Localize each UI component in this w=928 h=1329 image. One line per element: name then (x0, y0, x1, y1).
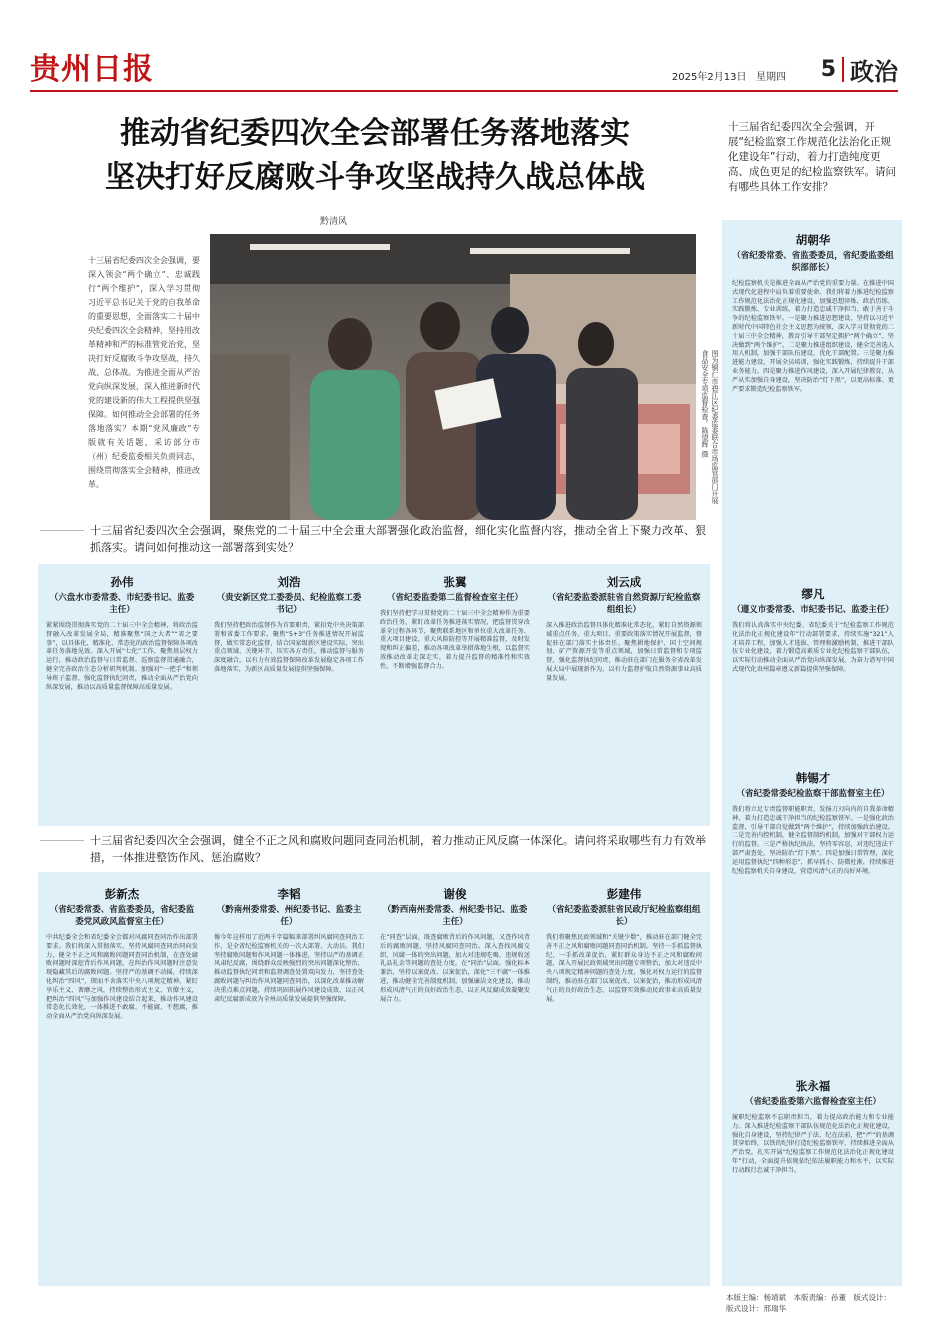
headline-line-2: 坚决打好反腐败斗争攻坚战持久战总体战 (105, 160, 645, 195)
interview-answer: 我们将认真落实中央纪委、省纪委关于“纪检监察工作规范化法治化正规化建设年”行动部署要求，持续实施“321”人才培养工程，加强人才选拔、管理和激励机制，推进干部队伍专业化建设，着力锻造高素质专业化纪检监察干部队伍，以实际行动推动全面从严治党向纵深发展，为奋力谱写中国式现代化贵州篇章遵义新篇提供坚强保障。 (732, 622, 894, 673)
interviewee-name: 谢俊 (443, 887, 467, 901)
interviewee-name: 孙伟 (110, 575, 134, 589)
interviewee-name: 张永福 (795, 1079, 831, 1093)
interviewee-name: 张翼 (443, 575, 467, 589)
intro-text: 十三届省纪委四次全会强调，要深入领会“两个确立”、忠诚践行“两个维护”，深入学习贯彻习近平总书记关于党的自我革命的重要思想，全面落实二十届中央纪委四次全会精神，坚持用改革精神和严的标准管党治党，坚决打好反腐败斗争攻坚战、持久战、总体战。为推进全面从严治党向纵深发展，深入推进新时代党的建设新的伟大工程提供坚强保障。如何推动全会部署的任务落地落实？本期“党风廉政”专版就有关话题，采访部分市（州）纪委监委相关负责同志，围绕贯彻落实全会精神，推进改革。 (88, 256, 200, 489)
credits-line-1: 本版主编：杨靖斌 本版责编：孙董 版式设计： (726, 1293, 891, 1302)
interviewee-role: （省纪委监委第二监督检查室主任） (386, 593, 523, 603)
right-column-1 (732, 232, 894, 394)
interviewee-role: （省纪委常委、省监委委员，省纪委监委党风政风监督室主任） (49, 905, 195, 927)
interviewee-role: （贵安新区党工委委员、纪检监察工委书记） (216, 593, 362, 615)
interview-answer: 我们将立足专责监督职能职责，发扬刀刃向内的自我革命精神，着力打造忠诚干净担当的纪检监察铁军。一是强化政治监督，引导干部自觉做到“两个维护”，持续加强政治建设。二是完善内控机制，健全监督制约机制，加强对干部权力运行的监督。三是严格执纪执法，坚持零容忍，对违纪违法干部严肃查处，坚决防治“灯下黑”。四是加强日常管理，深化运用监督执纪“四种形态”，抓早抓小、防微杜渐，持续推进纪检监察机关自身建设，营造风清气正的良好环境。 (732, 806, 894, 875)
issue-weekday: 星期四 (756, 72, 786, 83)
interview-answer: 我们坚持把政治监督作为首要职责，紧扣党中央决策部署和省委工作要求，聚焦“5+3”任务推进情况开展监督，做实常态化监督，结合国家级新区建设实际，突出重点领域、关键环节，压实各方责任，推动监督与服务深度融合，以有力有效监督保障改革发展稳定各项工作落地落实，为新区高质量发展提供坚强保障。 (214, 622, 364, 673)
interview-answer: 中共纪委全会和省纪委全会都对风腐同查同治作出部署要求。我们将深入贯彻落实，坚持风腐同查同治同向发力，健全不正之风和腐败问题同查同治机制，在查处腐败问题时深挖背后作风问题，在纠治作风问题时注意发现隐藏其后的腐败问题。坚持严的基调不动摇，持续深化纠治“四风”，锲而不舍落实中央八项规定精神，紧盯享乐主义、奢靡之风，持续整治形式主义、官僚主义，把纠治“四风”与加强作风建设结合起来，推动作风建设常态化长效化，一体推进不敢腐、不能腐、不想腐，推动全面从严治党向纵深发展。 (46, 934, 198, 1021)
interviewee-name: 刘云成 (606, 575, 642, 589)
interview-answer: 紧紧围绕贯彻落实党的二十届三中全会精神，将政治监督融入改革发展全局，精准聚焦“国之大者”“省之要事”，以具体化、精准化、常态化的政治监督保障各项改革任务落地见效。深入开展“七化”工作，聚焦基层权力运行，推动政治监督与日常监督、巡察监督贯通融合，健全完善政治生态分析研判机制。加强对“一把手”和领导班子监督，强化监督执纪问责，推动全面从严治党向纵深发展，推动以高质量监督保障高质量发展。 (46, 622, 198, 691)
interview-answer: 在“同查”层面，既查腐败背后的作风问题，又查作风背后的腐败问题，坚持风腐同查同治。深入查找风腐交织、风腐一体的突出问题，加大对违规吃喝、违规收送礼品礼金等问题的查处力度。在“同治”层面，强化标本兼治，坚持以案促改、以案促治，深化“三不腐”一体推进，推动健全完善制度机制，加强廉洁文化建设，推动形成风清气正的良好政治生态，以正风反腐成效凝聚发展合力。 (380, 934, 530, 1003)
interviewee-name: 缪凡 (801, 587, 825, 601)
interview-answer: 我们坚持把学习贯彻党的二十届三中全会精神作为重要政治任务，紧盯改革任务推进落实情况，把监督贯穿改革全过程各环节，聚焦联系地区和单位重大改革任务、重大项目建设、重大风险防控等开展精准监督，及时发现和纠正偏差，推动各项改革举措落地生根，以监督实效推动改革走深走实，着力提升监督的精准性和实效性，不断增强监督合力。 (380, 610, 530, 670)
issue-date: 2025年2月13日 (671, 72, 747, 83)
byline: 黔清风 (320, 217, 348, 227)
photo-caption: 图为铜仁市碧江区纪委监委联合市场监管部门开展食品安全专项监督检查。陈望辉 摄 (701, 350, 719, 504)
panel2-column-1 (46, 886, 198, 1022)
interviewee-name: 刘浩 (277, 575, 301, 589)
interviewee-name: 彭新杰 (104, 887, 140, 901)
interviewee-role: （省纪委常委纪检监察干部监督室主任） (736, 789, 890, 799)
interviewee-name: 彭建伟 (606, 887, 642, 901)
panel1-column-1 (46, 574, 198, 692)
panel1-column-4 (546, 574, 702, 684)
panel1-column-3 (380, 574, 530, 672)
interviewee-role: （省纪委监委第六监督检查室主任） (744, 1097, 881, 1107)
section-name: 政治 (850, 57, 898, 86)
interviewee-role: （遵义市委常委、市纪委书记、监委主任） (732, 605, 894, 615)
interviewee-role: （六盘水市委常委、市纪委书记、监委主任） (49, 593, 195, 615)
interview-answer: 履职纪检监察不忘职责担当，着力提高政治能力和专业能力。深入推进纪检监察干部队伍规范化法治化正规化建设，强化自身建设，坚持纪律严于法、纪在法前，把“严”的基调贯穿始终，以铁的纪律打造纪检监察铁军，持续推进全面从严治党，扎实开展“纪检监察工作规范化法治化正规化建设年”行动，全面提升依规依纪依法履职能力和水平，以实际行动践行忠诚干净担当。 (732, 1114, 894, 1174)
masthead-rule (30, 90, 898, 92)
interview-answer: 我们将聚焦民政领域和“关键少数”，推动驻在部门健全完善不正之风和腐败问题同查同治机制。坚持一手抓监督执纪、一手抓改革促治，紧盯群众身边不正之风和腐败问题，深入开展民政领域突出问题专项整治，加大对违反中央八项规定精神问题的查处力度，强化对权力运行的监督制约，推动驻在部门以案促改、以案促治，推动形成风清气正的良好政治生态，以监督实效推动民政事业高质量发展。 (546, 934, 702, 1003)
interviewee-name: 胡朝华 (795, 233, 831, 247)
page-credits (726, 1292, 891, 1314)
dateline (672, 68, 786, 83)
news-photo (210, 234, 696, 520)
interview-answer: 像今年这样用了近两千字篇幅来部署纠风腐同查同治工作，是全省纪检监察机关的一次大部署、大动员。我们坚持腐败问题和作风问题一体推进，坚持以严的基调正风肃纪反腐，围绕群众反映强烈的突出问题深化整治，推动监督执纪问责和监督调查处置双向发力，坚持查处腐败问题与纠治作风问题同查同治，以深化改革推动解决重点难点问题，持续巩固拓展作风建设成效，以正风肃纪反腐新成效为全州高质量发展提供坚强保障。 (214, 934, 364, 1003)
page-number: 5 (821, 57, 844, 82)
headline-line-1: 推动省纪委四次全会部署任务落地落实 (120, 116, 630, 151)
page-label (821, 52, 898, 86)
headline (30, 112, 720, 200)
panel2-column-2 (214, 886, 364, 1004)
interviewee-name: 李韬 (277, 887, 301, 901)
interviewee-name: 韩锡才 (795, 771, 831, 785)
right-question: 十三届省纪委四次全会强调，开展“纪检监察工作规范化法治化正规化建设年”行动，着力打造纯度更高、成色更足的纪检监察铁军。请问有哪些具体工作安排？ (728, 121, 896, 193)
interview-answer: 纪检监察机关是推进全面从严治党的重要力量。在推进中国式现代化进程中肩负着重要使命。我们将着力推进纪检监察工作规范化法治化正规化建设，加强思想淬炼、政治历练、实践锻炼、专业训练，着力打造忠诚干净担当、敢于善于斗争的纪检监察铁军。一是聚力推进思想建设，坚持以习近平新时代中国特色社会主义思想为统领，深入学习贯彻党的二十届三中全会精神，教育引导干部坚定拥护“两个确立”、坚决做到“两个维护”。二是聚力推进组织建设，健全完善选人用人机制，加强干部队伍建设，优化干部配置。三是聚力推进能力建设，开展全员培训，强化实践锻炼，持续提升干部业务能力。四是聚力推进作风建设，深入开展纪律教育，从严从实加强自身建设，坚决防治“灯下黑”，以更高标准、更严要求锻造纪检监察铁军。 (732, 280, 894, 393)
interview-answer: 深入推进政治监督具体化精准化常态化，紧盯自然资源领域重点任务、重大项目、重要政策落实情况开展监督，督促驻在部门落实主体责任。聚焦耕地保护、国土空间规划、矿产资源开发等重点领域，加强日常监督和专项监督，强化监督执纪问责，推动驻在部门在服务全省改革发展大局中展现新作为，以有力监督护航自然资源事业高质量发展。 (546, 622, 702, 682)
right-column-3 (732, 770, 894, 876)
interviewee-role: （省纪委监委派驻省自然资源厅纪检监察组组长） (547, 593, 701, 615)
panel1-column-2 (214, 574, 364, 675)
question-1: 十三届省纪委四次全会强调，聚焦党的二十届三中全会重大部署强化政治监督，细化实化监督内容，推动全省上下聚力改革、狠抓落实。请问如何推动这一部署落到实处？ (40, 522, 712, 556)
interviewee-role: （黔南州委常委、州纪委书记、监委主任） (216, 905, 362, 927)
masthead (30, 44, 898, 90)
panel2-column-3 (380, 886, 530, 1004)
news-photo-illustration (210, 234, 696, 520)
newspaper-logo: 贵州日报 (30, 52, 154, 87)
panel2-column-4 (546, 886, 702, 1004)
credits-line-2: 版式设计：邢瑞华 (726, 1304, 786, 1313)
right-column-4 (732, 1078, 894, 1176)
right-column-2 (732, 586, 894, 675)
interviewee-role: （黔西南州委常委、州纪委书记、监委主任） (382, 905, 528, 927)
question-2: 十三届省纪委四次全会强调，健全不正之风和腐败问题同查同治机制，着力推动正风反腐一体深化。请问将采取哪些有力有效举措，一体推进整饬作风、惩治腐败？ (40, 832, 712, 866)
interviewee-role: （省纪委监委派驻省民政厅纪检监察组组长） (547, 905, 701, 927)
interviewee-role: （省纪委常委、省监委委员，省纪委监委组织部部长） (732, 251, 894, 273)
